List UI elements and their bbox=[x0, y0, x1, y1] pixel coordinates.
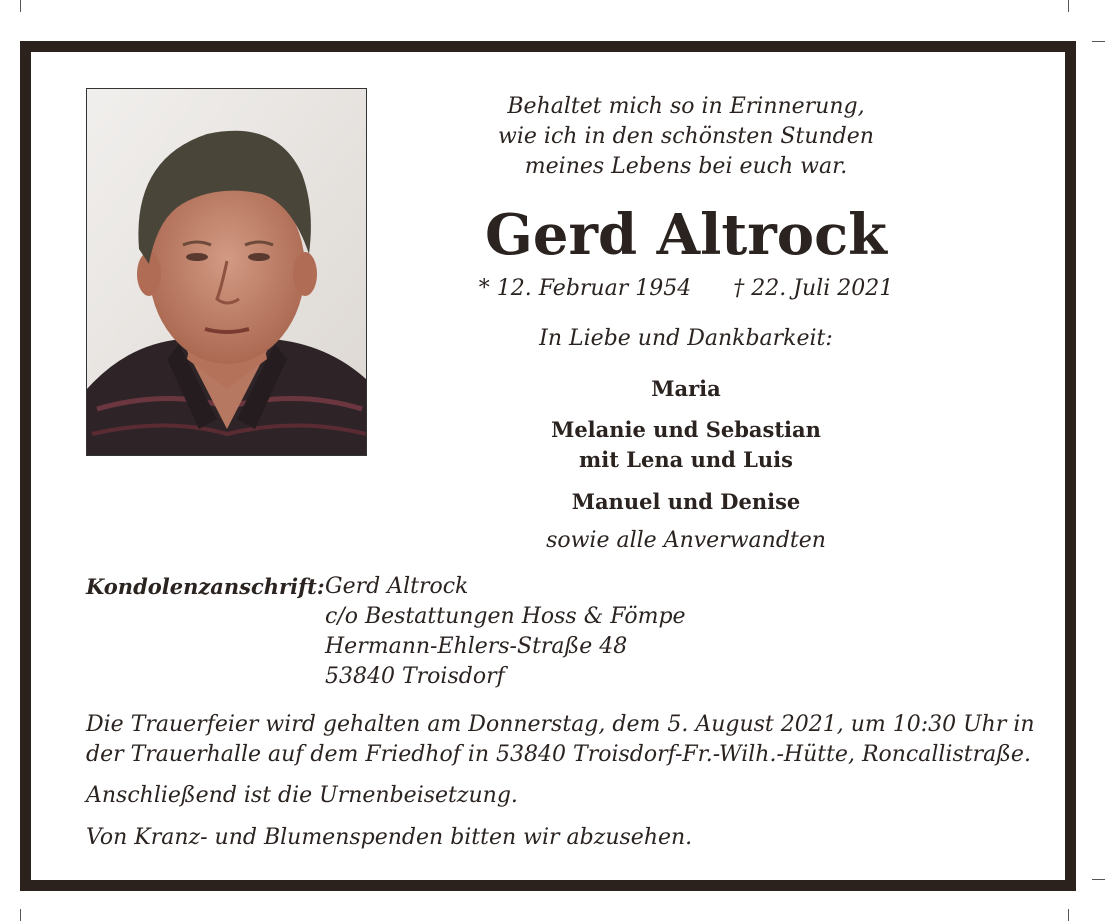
address-line: c/o Bestattungen Hoss & Fömpe bbox=[325, 604, 686, 629]
verse-line: Behaltet mich so in Erinnerung, bbox=[507, 94, 865, 119]
address-line: 53840 Troisdorf bbox=[325, 664, 505, 689]
burial-info: Anschließend ist die Urnenbeisetzung. bbox=[86, 783, 518, 808]
birth-date: * 12. Februar 1954 bbox=[478, 276, 692, 301]
service-line: der Trauerhalle auf dem Friedhof in 53840 Troisdorf-Fr.-Wilh.-Hütte, Roncallistraße. bbox=[86, 742, 1031, 767]
condolence-address bbox=[325, 572, 686, 692]
life-dates bbox=[446, 274, 926, 304]
family-child1-line1: Melanie und Sebastian bbox=[551, 417, 821, 442]
dedication: In Liebe und Dankbarkeit: bbox=[539, 326, 833, 351]
crop-mark-bottom-right bbox=[1068, 909, 1069, 921]
crop-mark-top-left bbox=[20, 0, 21, 12]
death-date: † 22. Juli 2021 bbox=[733, 276, 894, 301]
crop-mark-right-bottom bbox=[1092, 879, 1105, 880]
verse-line: meines Lebens bei euch war. bbox=[524, 154, 848, 179]
address-line: Hermann-Ehlers-Straße 48 bbox=[325, 634, 628, 659]
crop-mark-top-right bbox=[1068, 0, 1069, 12]
service-line: Die Trauerfeier wird gehalten am Donnerstag, dem 5. August 2021, um 10:30 Uhr in bbox=[86, 712, 1035, 737]
relatives-line: sowie alle Anverwandten bbox=[546, 528, 826, 553]
service-info bbox=[86, 710, 1035, 770]
family-child1 bbox=[446, 415, 926, 475]
family-child1-line2: mit Lena und Luis bbox=[579, 447, 793, 472]
family-child2: Manuel und Denise bbox=[571, 489, 801, 514]
family-spouse: Maria bbox=[651, 376, 721, 401]
obituary-frame bbox=[20, 41, 1076, 891]
deceased-name: Gerd Altrock bbox=[485, 202, 887, 268]
crop-mark-right-top bbox=[1092, 41, 1105, 42]
flowers-note: Von Kranz- und Blumenspenden bitten wir abzusehen. bbox=[86, 825, 693, 850]
crop-mark-bottom-left bbox=[20, 909, 21, 921]
address-line: Gerd Altrock bbox=[325, 574, 469, 599]
portrait-photo bbox=[86, 88, 367, 456]
verse-line: wie ich in den schönsten Stunden bbox=[498, 124, 874, 149]
condolence-label: Kondolenzanschrift: bbox=[86, 574, 325, 599]
memorial-verse bbox=[446, 92, 926, 182]
